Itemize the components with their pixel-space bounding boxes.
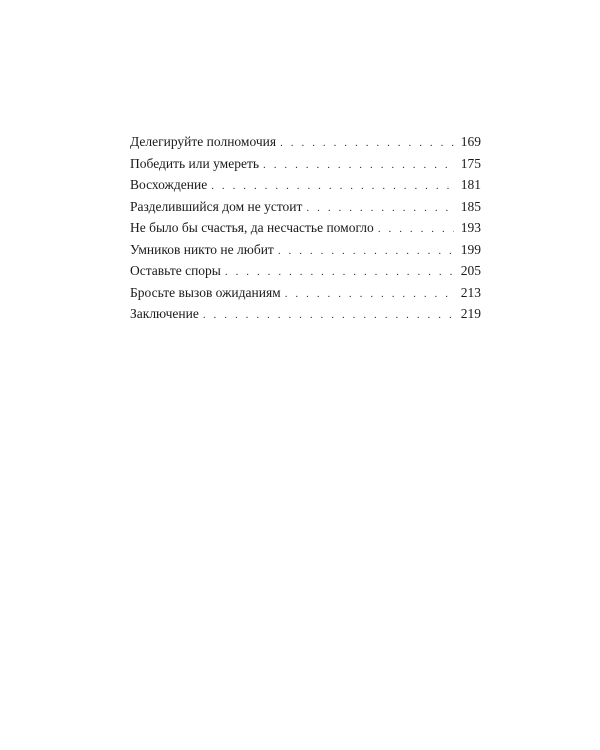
toc-entry-page: 205 [460, 263, 481, 278]
toc-entry-title: Умников никто не любит [130, 241, 274, 257]
toc-entry[interactable] [130, 217, 481, 239]
toc-entry[interactable] [130, 239, 481, 261]
toc-entry[interactable] [130, 260, 481, 282]
toc-dot-leader [306, 198, 454, 220]
toc-entry-page: 181 [460, 177, 481, 192]
toc-entry-page: 169 [460, 134, 481, 149]
toc-entry-page: 213 [460, 284, 481, 300]
toc-entry-page: 175 [460, 155, 481, 171]
toc-entry-title: Победить или умереть [130, 155, 259, 171]
toc-entry-title: Оставьте споры [130, 263, 221, 278]
toc-dot-leader [278, 241, 454, 263]
toc-dot-leader [225, 262, 454, 284]
toc-entry[interactable] [130, 153, 481, 175]
toc-entry[interactable] [130, 131, 481, 153]
toc-entry-title: Заключение [130, 306, 199, 321]
toc-entry[interactable] [130, 303, 481, 325]
toc-entry-title: Не было бы счастья, да несчастье помогло [130, 220, 374, 235]
toc-entry-title: Восхождение [130, 177, 208, 192]
toc-dot-leader [378, 219, 454, 241]
toc-entry-page: 219 [460, 306, 481, 321]
toc-dot-leader [203, 305, 454, 327]
toc-entry[interactable] [130, 282, 481, 304]
toc-entry-page: 199 [460, 241, 481, 257]
toc-entry[interactable] [130, 174, 481, 196]
toc-dot-leader [285, 284, 454, 306]
toc-entry-title: Делегируйте полномочия [130, 134, 277, 149]
table-of-contents [130, 131, 481, 325]
toc-dot-leader [280, 133, 454, 155]
toc-entry-title: Бросьте вызов ожиданиям [130, 284, 281, 300]
toc-dot-leader [263, 155, 454, 177]
toc-entry-page: 193 [460, 220, 481, 235]
toc-entry-title: Разделившийся дом не устоит [130, 198, 303, 214]
toc-entry[interactable] [130, 196, 481, 218]
toc-entry-page: 185 [460, 198, 481, 214]
toc-dot-leader [211, 176, 454, 198]
